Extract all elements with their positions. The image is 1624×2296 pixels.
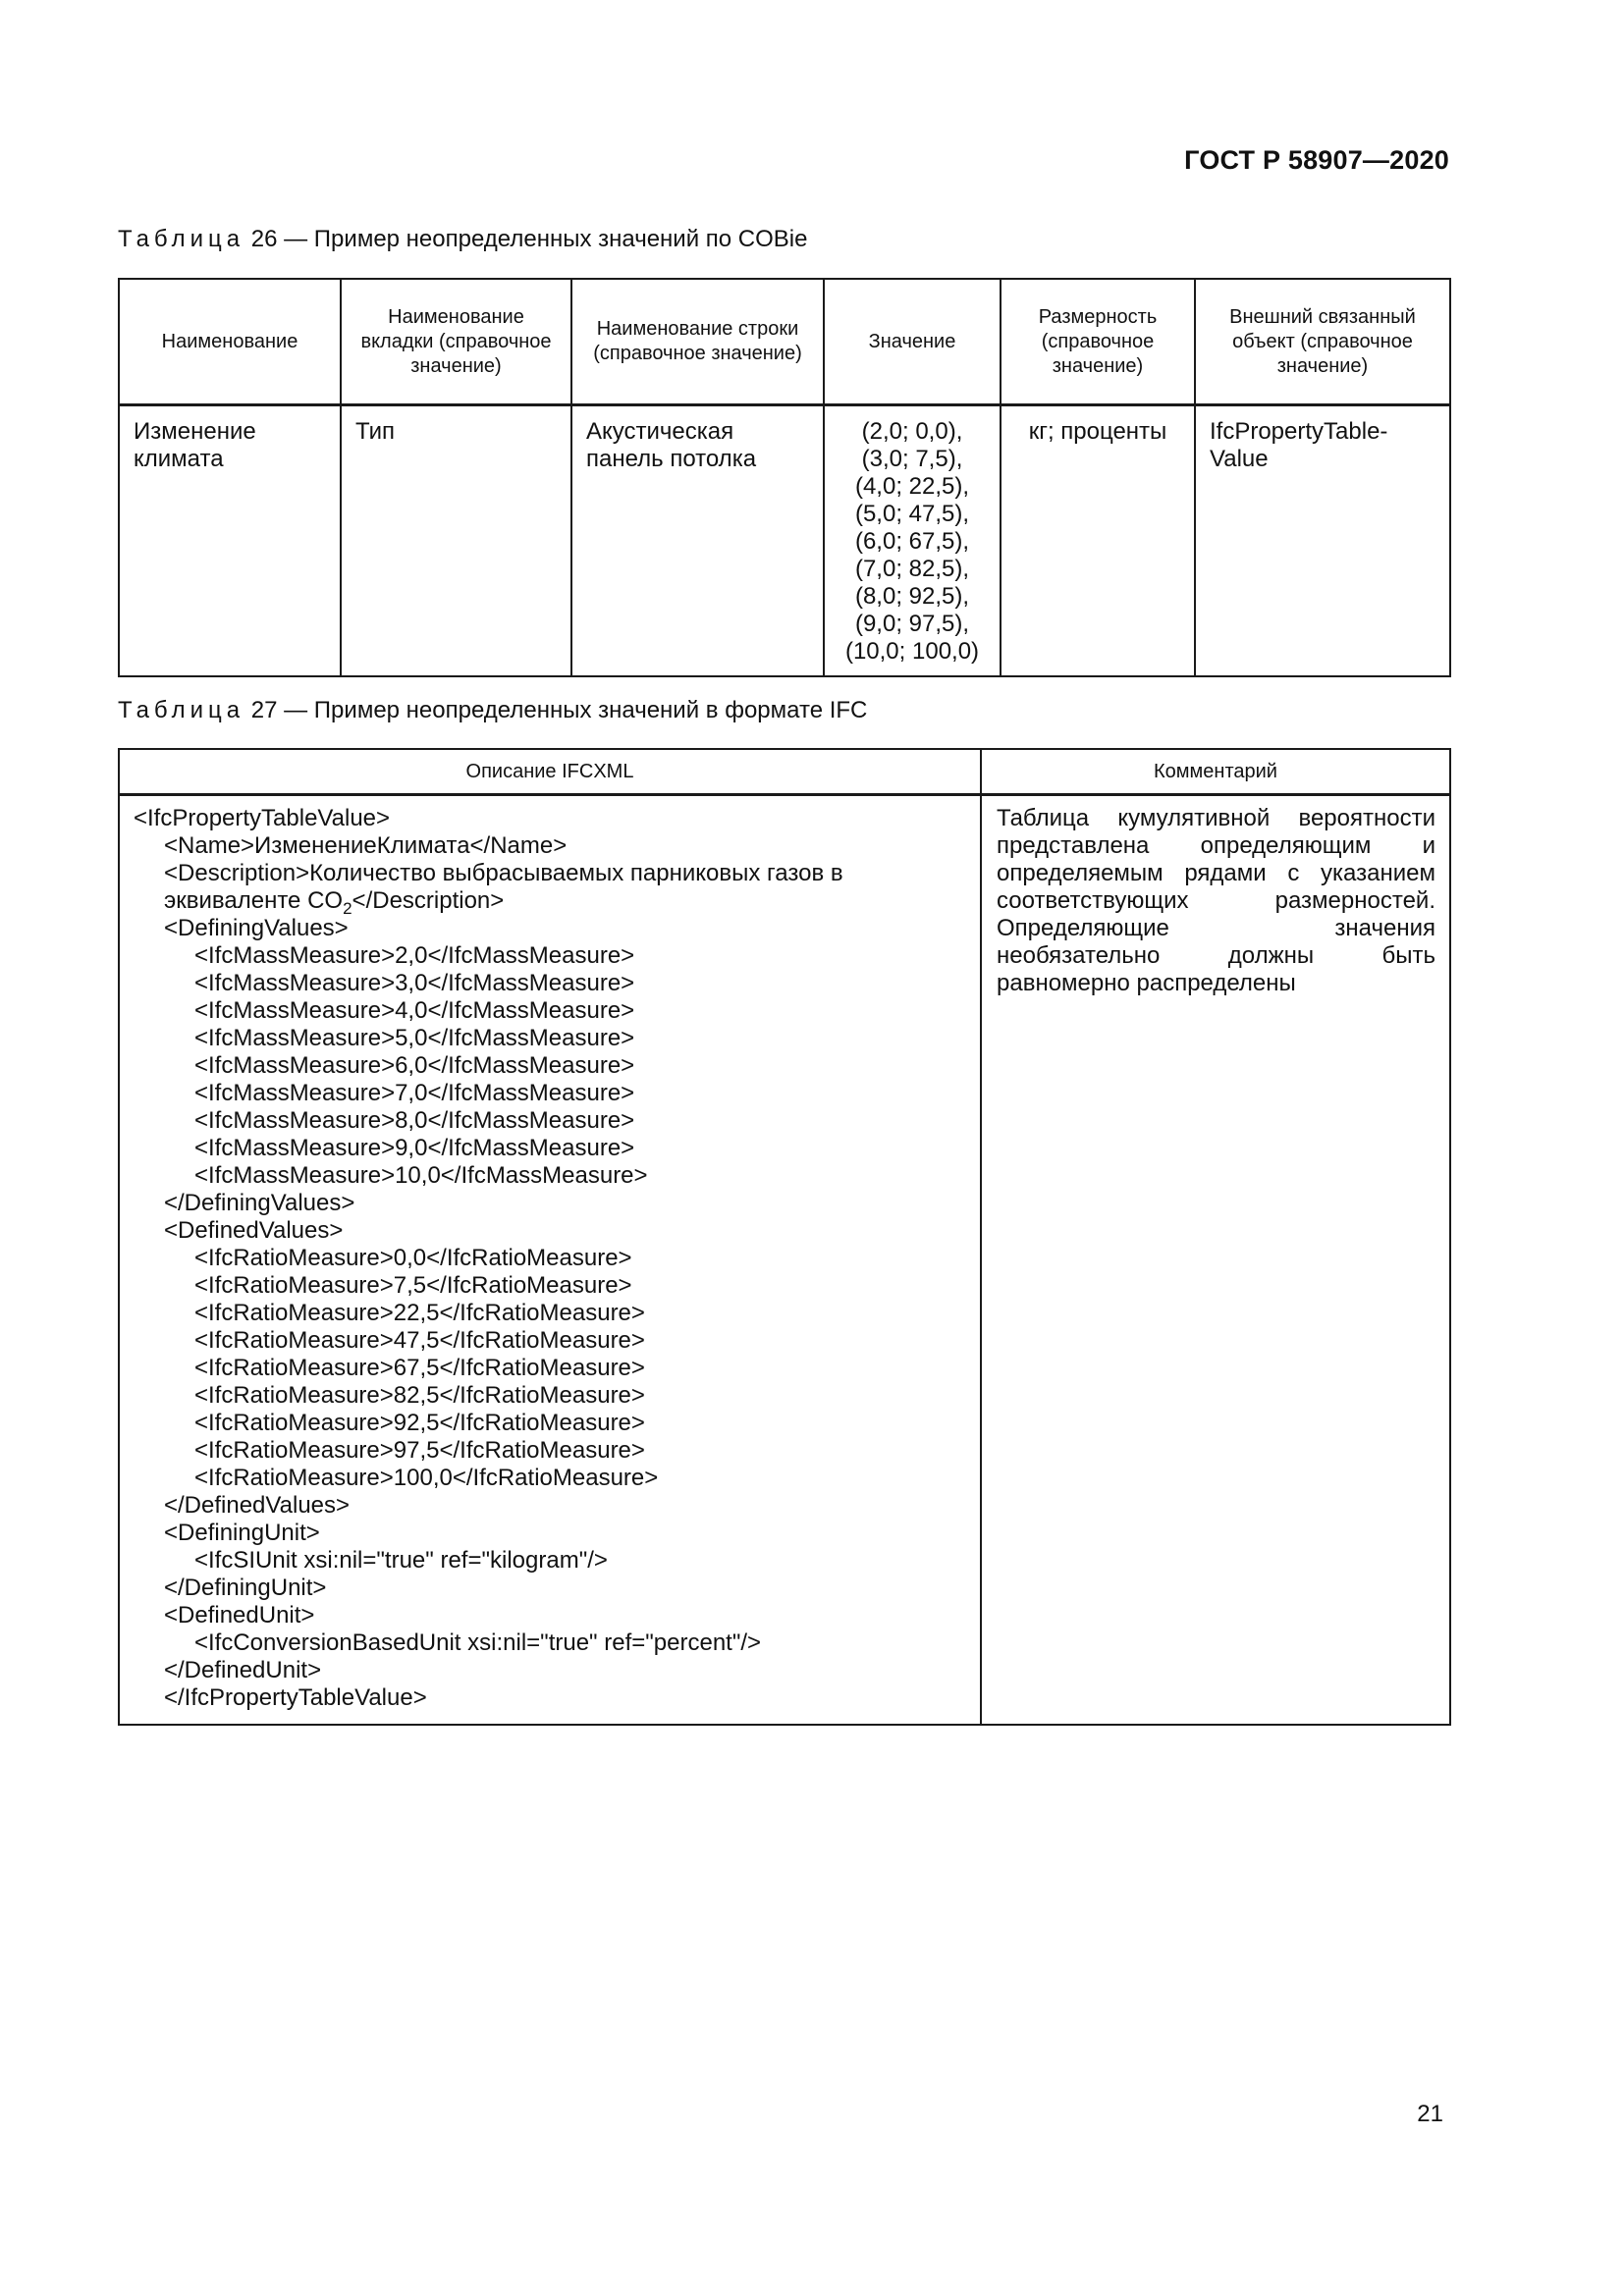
xml-line: <IfcRatioMeasure>82,5</IfcRatioMeasure>: [194, 1382, 645, 1409]
value-pair: (9,0; 97,5),: [854, 611, 970, 637]
xml-line: <IfcMassMeasure>9,0</IfcMassMeasure>: [194, 1135, 635, 1161]
xml-line: <IfcMassMeasure>2,0</IfcMassMeasure>: [194, 942, 635, 969]
xml-line: <DefinedValues>: [164, 1217, 344, 1244]
xml-subscript: 2: [343, 898, 352, 918]
cell-sheet-name: Тип: [341, 405, 571, 677]
value-pair: (4,0; 22,5),: [854, 473, 970, 500]
xml-line: <IfcRatioMeasure>22,5</IfcRatioMeasure>: [194, 1300, 645, 1326]
value-pair: (3,0; 7,5),: [861, 446, 963, 472]
cell-line: климата: [134, 446, 224, 472]
document-code: ГОСТ Р 58907—2020: [1184, 145, 1449, 175]
column-header-unit: Размерность (справочное значение): [1001, 279, 1195, 405]
table-26: [118, 278, 1451, 677]
value-pair: (10,0; 100,0): [844, 638, 980, 665]
column-header-value: Значение: [824, 279, 1001, 405]
xml-line: <IfcSIUnit xsi:nil="true" ref="kilogram"/>: [194, 1547, 608, 1574]
value-pair: (5,0; 47,5),: [854, 501, 970, 527]
cell-line: Value: [1210, 446, 1269, 472]
xml-line: <IfcRatioMeasure>7,5</IfcRatioMeasure>: [194, 1272, 632, 1299]
cell-unit: кг; проценты: [1001, 405, 1195, 677]
xml-code-cell: [119, 795, 981, 1726]
column-header-name: Наименование: [119, 279, 341, 405]
column-header-row-name: Наименование строки (справочное значение): [571, 279, 824, 405]
page-number: 21: [1417, 2101, 1443, 2127]
cell-values: [824, 405, 1001, 677]
column-header-comment: Комментарий: [981, 749, 1450, 795]
value-pair: (8,0; 92,5),: [854, 583, 970, 610]
table-26-caption: [118, 226, 807, 253]
xml-line: <IfcMassMeasure>3,0</IfcMassMeasure>: [194, 970, 635, 996]
xml-line: </IfcPropertyTableValue>: [164, 1684, 427, 1711]
xml-line: <IfcRatioMeasure>92,5</IfcRatioMeasure>: [194, 1410, 645, 1436]
xml-line: <IfcConversionBasedUnit xsi:nil="true" ref="percent"/>: [194, 1629, 762, 1656]
xml-line: <IfcMassMeasure>10,0</IfcMassMeasure>: [194, 1162, 648, 1189]
column-header-external-object: Внешний связанный объект (справочное значение): [1195, 279, 1450, 405]
table-27-caption: [118, 697, 867, 724]
comment-cell: Таблица кумулятивной вероятности представлена определяющим и определяемым рядами с указанием соответствующих размерностей. Определяющие значения необязательно должны быть равномерно распределены: [981, 795, 1450, 1726]
xml-line: </DefinedValues>: [164, 1492, 351, 1519]
xml-line: <IfcRatioMeasure>0,0</IfcRatioMeasure>: [194, 1245, 632, 1271]
xml-line: <IfcMassMeasure>5,0</IfcMassMeasure>: [194, 1025, 635, 1051]
xml-line: <IfcRatioMeasure>100,0</IfcRatioMeasure>: [194, 1465, 659, 1491]
column-header-ifcxml: Описание IFCXML: [119, 749, 981, 795]
cell-row-name: [571, 405, 824, 677]
cell-external-object: [1195, 405, 1450, 677]
xml-line: <IfcMassMeasure>6,0</IfcMassMeasure>: [194, 1052, 635, 1079]
xml-line: <IfcMassMeasure>4,0</IfcMassMeasure>: [194, 997, 635, 1024]
cell-name: [119, 405, 341, 677]
xml-line: <IfcRatioMeasure>67,5</IfcRatioMeasure>: [194, 1355, 645, 1381]
cell-line: Изменение: [134, 418, 256, 445]
xml-text: <Description>Количество выбрасываемых парниковых газов в эквиваленте CO: [164, 860, 843, 914]
cell-line: панель потолка: [586, 446, 757, 472]
xml-line: </DefiningValues>: [164, 1190, 355, 1216]
column-header-sheet-name: Наименование вкладки (справочное значение): [341, 279, 571, 405]
xml-line: <DefinedUnit>: [164, 1602, 315, 1629]
xml-line: </DefinedUnit>: [164, 1657, 322, 1683]
xml-line: </DefiningUnit>: [164, 1575, 327, 1601]
value-pair: (2,0; 0,0),: [861, 418, 963, 445]
table-26-header-row: [119, 279, 1450, 405]
xml-line: <Name>ИзменениеКлимата</Name>: [164, 832, 568, 859]
table-27-caption-text: 27 — Пример неопределенных значений в формате IFC: [244, 697, 868, 723]
table-row: [119, 795, 1450, 1726]
value-pair: (6,0; 67,5),: [854, 528, 970, 555]
xml-line: <IfcMassMeasure>7,0</IfcMassMeasure>: [194, 1080, 635, 1106]
xml-line-description: [134, 860, 966, 918]
value-pair: (7,0; 82,5),: [854, 556, 970, 582]
cell-line: IfcPropertyTable-: [1210, 418, 1388, 445]
table-row: [119, 405, 1450, 677]
table-26-caption-text: 26 — Пример неопределенных значений по COBie: [244, 226, 808, 252]
cell-line: Акустическая: [586, 418, 734, 445]
xml-line: <IfcPropertyTableValue>: [134, 805, 391, 831]
table-27: [118, 748, 1451, 1726]
xml-line: <IfcMassMeasure>8,0</IfcMassMeasure>: [194, 1107, 635, 1134]
xml-text: </Description>: [352, 887, 505, 914]
xml-line: <IfcRatioMeasure>47,5</IfcRatioMeasure>: [194, 1327, 645, 1354]
table-26-caption-head: Таблица: [118, 226, 245, 252]
table-27-header-row: [119, 749, 1450, 795]
table-27-caption-head: Таблица: [118, 697, 245, 723]
xml-line: <DefiningValues>: [164, 915, 349, 941]
xml-line: <IfcRatioMeasure>97,5</IfcRatioMeasure>: [194, 1437, 645, 1464]
xml-line: <DefiningUnit>: [164, 1520, 320, 1546]
